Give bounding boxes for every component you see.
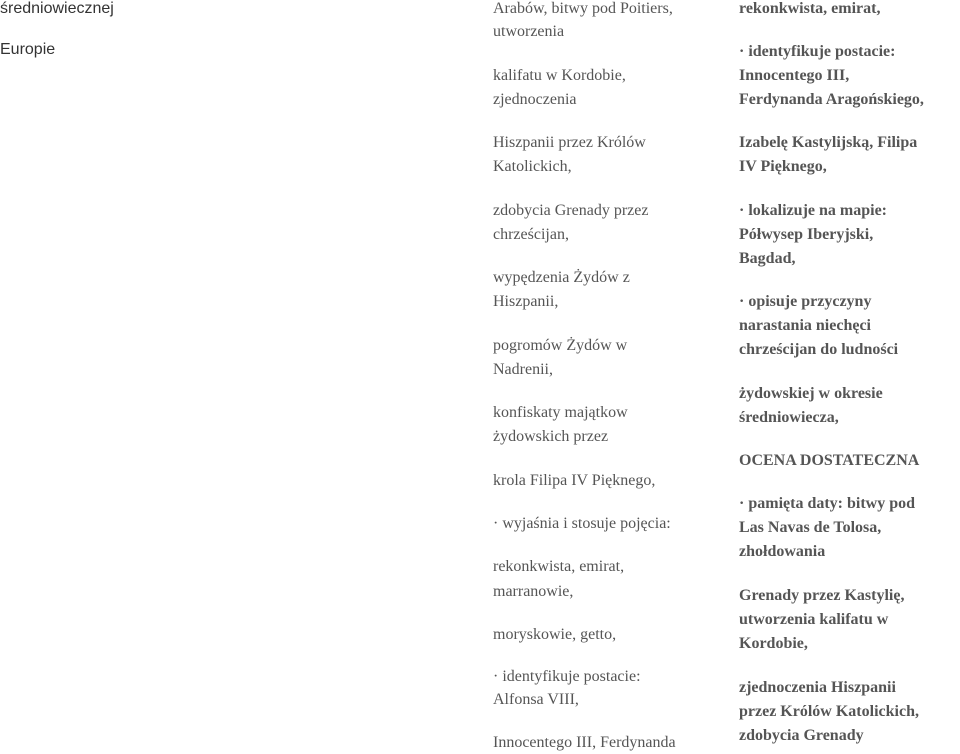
text-line: Las Navas de Tolosa, — [739, 519, 882, 536]
text-line: narastania niechęci — [739, 317, 871, 334]
text-line: Europie — [0, 41, 56, 58]
text-line: zjednoczenia — [493, 91, 577, 108]
text-line: · opisuje przyczyny — [739, 293, 872, 310]
text-line: średniowiecza, — [739, 409, 839, 426]
text-line: Półwysep Iberyjski, — [739, 226, 874, 243]
text-line: Izabelę Kastylijską, Filipa — [739, 134, 918, 151]
text-line: kalifatu w Kordobie, — [493, 67, 626, 84]
text-line: przez Królów Katolickich, — [739, 703, 919, 720]
text-line: zjednoczenia Hiszpanii — [739, 679, 896, 696]
text-line: żydowskich przez — [493, 428, 609, 445]
text-line: Katolickich, — [493, 158, 572, 175]
text-line: utworzenia — [493, 23, 565, 40]
text-line: · wyjaśnia i stosuje pojęcia: — [493, 515, 671, 532]
text-line: średniowiecznej — [0, 0, 114, 17]
text-line: zdobycia Grenady przez — [493, 202, 649, 219]
text-line: wypędzenia Żydów z — [493, 269, 630, 286]
text-line: zdobycia Grenady — [739, 727, 864, 744]
section-heading: OCENA DOSTATECZNA — [739, 452, 920, 469]
text-line: chrześcijan, — [493, 226, 569, 243]
text-line: Innocentego III, — [739, 67, 850, 84]
text-line: Grenady przez Kastylię, — [739, 587, 905, 604]
text-line: · identyfikuje postacie: — [739, 43, 896, 60]
text-line: Nadrenii, — [493, 361, 553, 378]
text-line: marranowie, — [493, 583, 574, 600]
text-line: Hiszpanii, — [493, 293, 559, 310]
text-line: Bagdad, — [739, 250, 796, 267]
text-line: żydowskiej w okresie — [739, 385, 883, 402]
text-line: rekonkwista, emirat, — [739, 0, 881, 17]
text-line: Hiszpanii przez Królów — [493, 134, 646, 151]
text-line: IV Pięknego, — [739, 158, 827, 175]
text-line: zhołdowania — [739, 543, 826, 560]
text-line: utworzenia kalifatu w — [739, 611, 889, 628]
text-line: Innocentego III, Ferdynanda — [493, 734, 676, 751]
text-line: rekonkwista, emirat, — [493, 558, 625, 575]
text-line: krola Filipa IV Pięknego, — [493, 472, 656, 489]
text-line: konfiskaty majątkow — [493, 404, 628, 421]
text-line: Ferdynanda Aragońskiego, — [739, 91, 924, 108]
text-line: Alfonsa VIII, — [493, 691, 579, 708]
text-line: moryskowie, getto, — [493, 626, 617, 643]
text-line: Arabów, bitwy pod Poitiers, — [493, 0, 673, 17]
text-line: · pamięta daty: bitwy pod — [739, 495, 916, 512]
text-line: chrześcijan do ludności — [739, 341, 899, 358]
text-line: pogromów Żydów w — [493, 337, 628, 354]
text-line: Kordobie, — [739, 635, 808, 652]
text-line: · identyfikuje postacie: — [493, 668, 641, 685]
text-line: · lokalizuje na mapie: — [739, 202, 887, 219]
